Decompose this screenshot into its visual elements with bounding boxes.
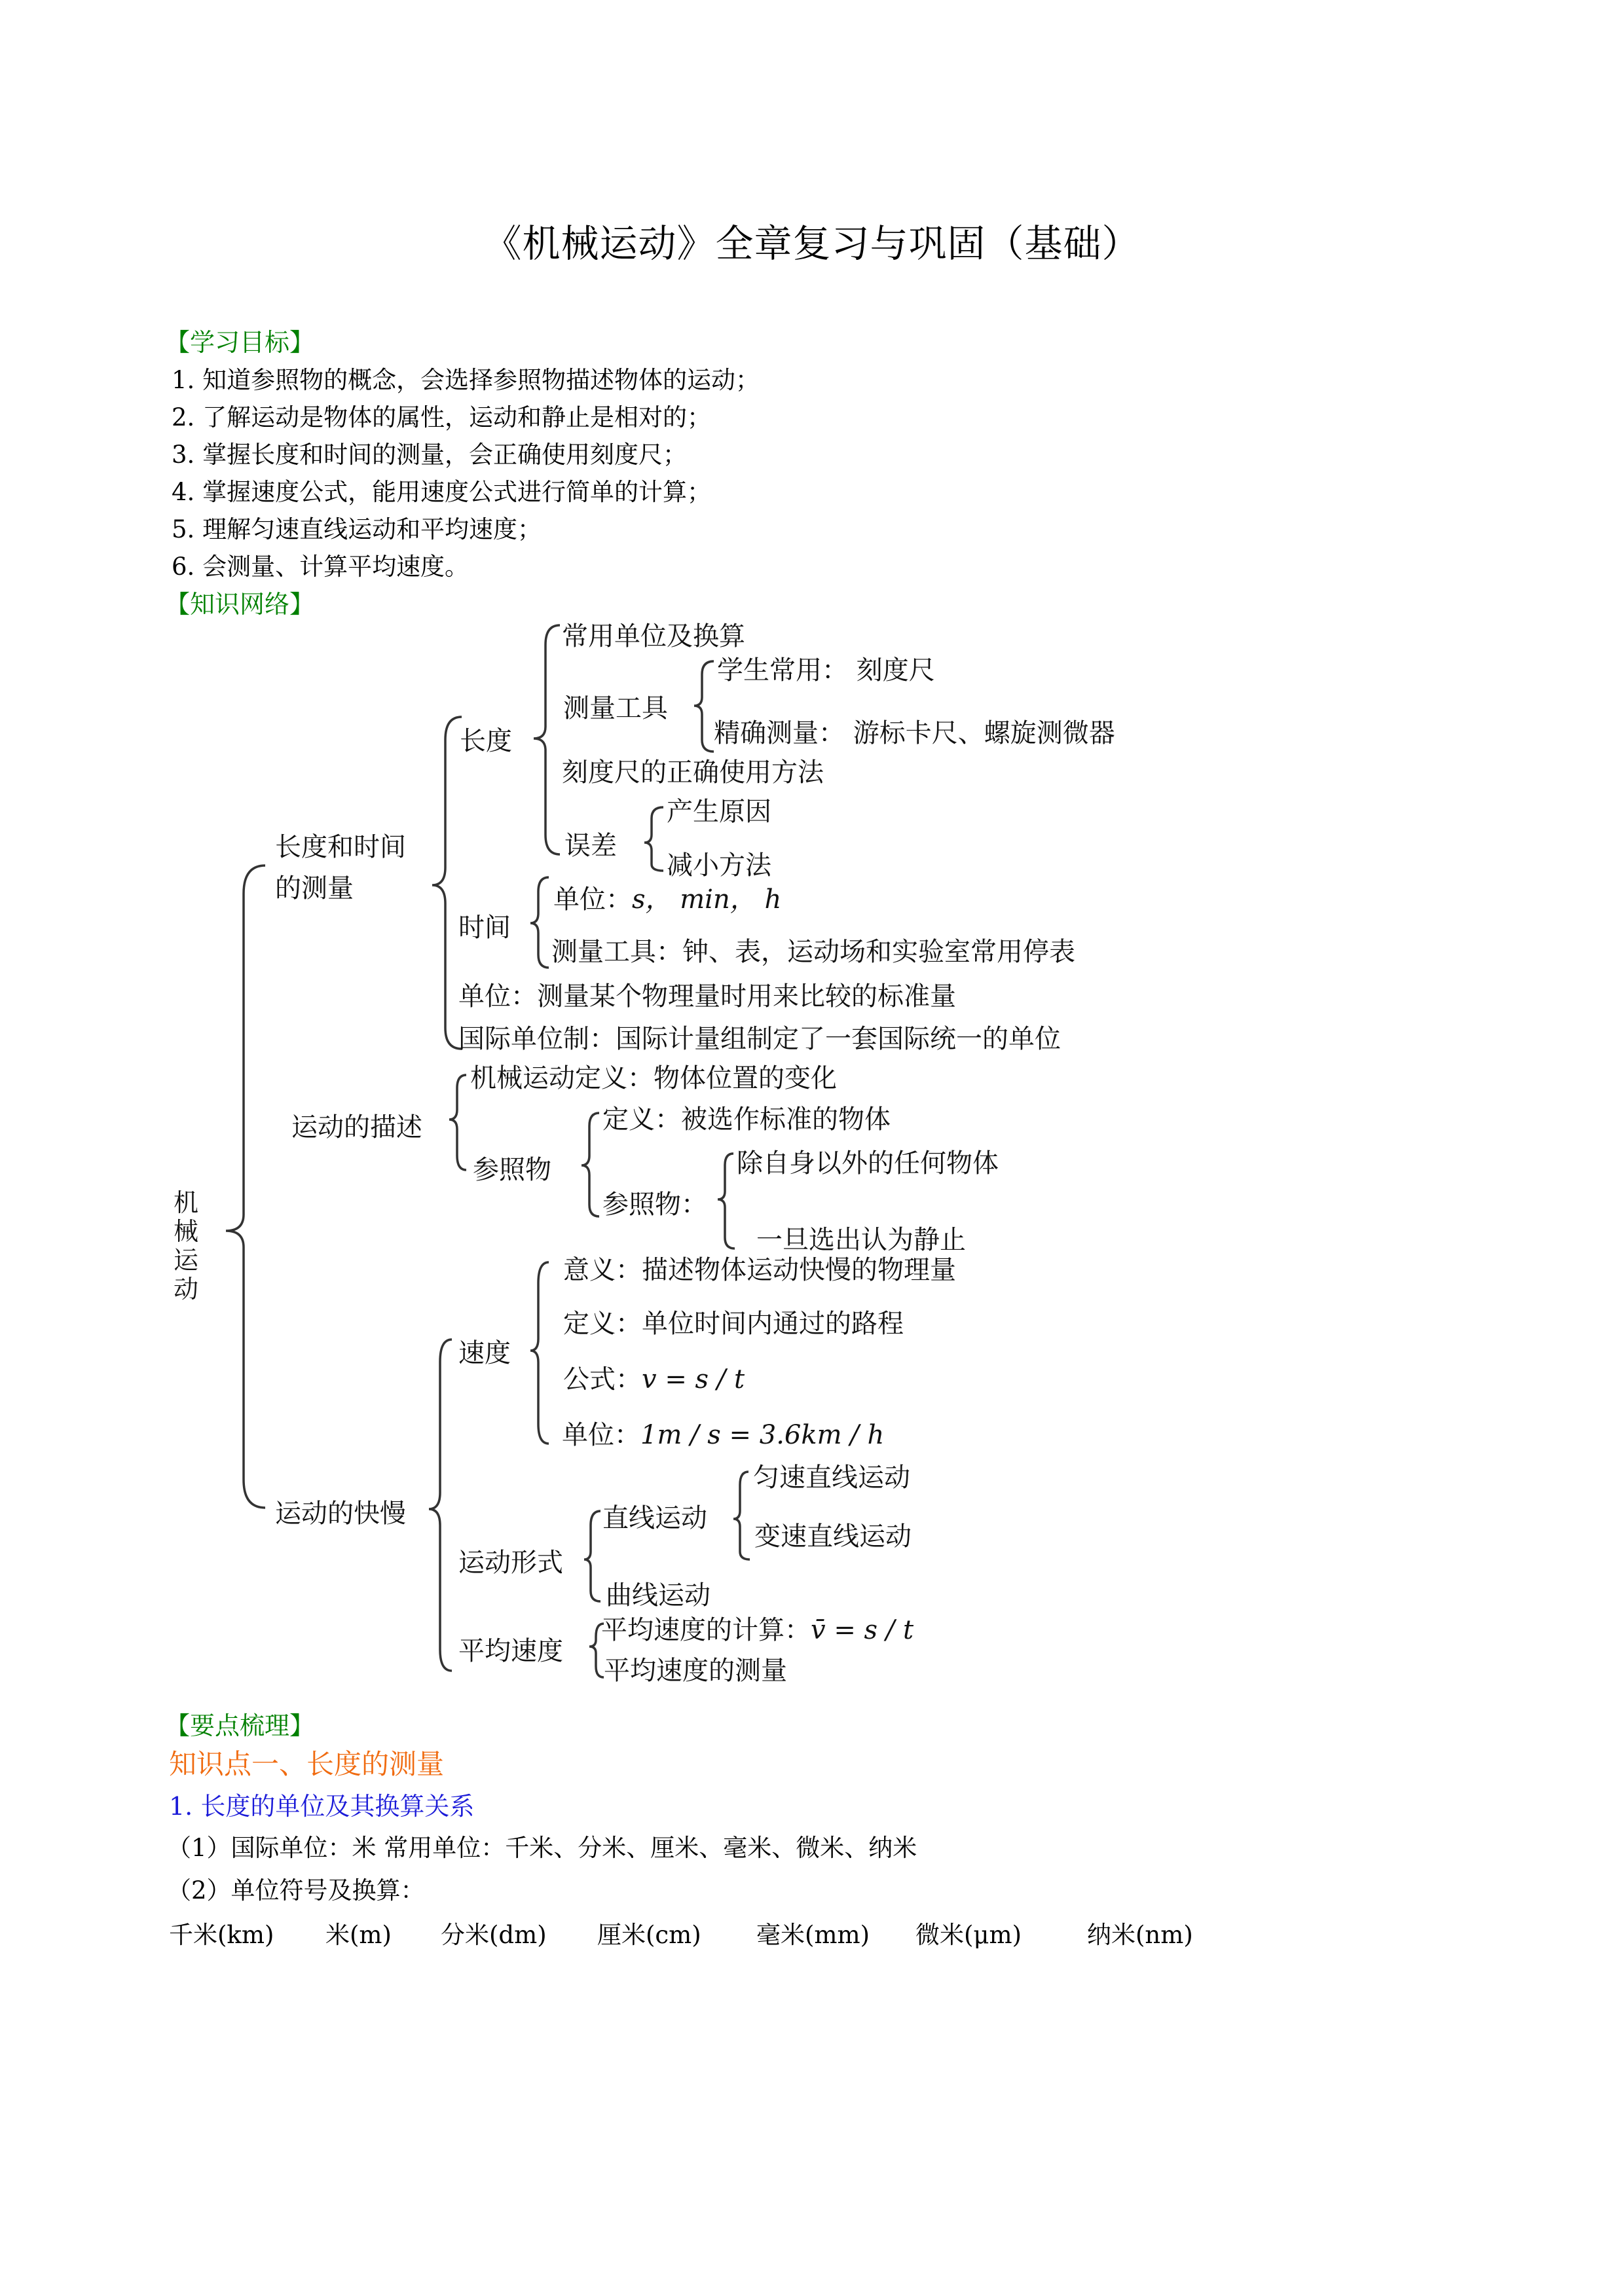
node-time: 时间 [458, 913, 511, 943]
node-curve-motion: 曲线运动 [606, 1580, 710, 1611]
brace-measure [432, 717, 462, 1049]
unit-mm: 毫米(mm) [756, 1921, 870, 1949]
objective-item: 3. 掌握长度和时间的测量，会正确使用刻度尺； [172, 441, 688, 469]
node-error-cause: 产生原因 [667, 797, 771, 827]
brace-speed [530, 1262, 549, 1444]
node-student-tool: 学生常用： 刻度尺 [717, 655, 935, 685]
subtopic-heading: 1. 长度的单位及其换算关系 [169, 1792, 475, 1821]
network-heading: 【知识网络】 [165, 590, 315, 619]
node-measure-line2: 的测量 [275, 873, 354, 903]
node-description: 运动的描述 [291, 1112, 422, 1142]
node-speed-meaning: 意义：描述物体运动快慢的物理量 [563, 1255, 956, 1285]
node-linear-motion: 直线运动 [602, 1503, 707, 1533]
node-speed-definition: 定义：单位时间内通过的路程 [563, 1309, 904, 1339]
node-time-units [553, 879, 781, 916]
brace-description [449, 1075, 466, 1170]
node-length: 长度 [460, 726, 512, 756]
keypoints-heading: 【要点梳理】 [165, 1711, 315, 1740]
root-node: 机械运动 [173, 1188, 198, 1303]
node-average-measure: 平均速度的测量 [604, 1656, 787, 1686]
keypoint-line: （2）单位符号及换算： [167, 1876, 425, 1904]
node-si-system: 国际单位制：国际计量组制定了一套国际统一的单位 [458, 1024, 1061, 1054]
unit-um: 微米(μm) [915, 1921, 1022, 1949]
node-uniform-linear: 匀速直线运动 [753, 1463, 910, 1493]
node-ruler-usage: 刻度尺的正确使用方法 [562, 757, 824, 788]
brace-root [226, 866, 265, 1508]
node-average-speed: 平均速度 [458, 1636, 563, 1666]
node-reference: 参照物 [473, 1155, 551, 1185]
node-reference-sub: 参照物： [602, 1190, 707, 1220]
node-average-calc [601, 1609, 913, 1647]
objective-item: 2. 了解运动是物体的属性，运动和静止是相对的； [172, 403, 712, 431]
topic-heading: 知识点一、长度的测量 [169, 1748, 445, 1780]
unit-nm: 纳米(nm) [1087, 1921, 1193, 1949]
node-length-units: 常用单位及换算 [562, 621, 745, 651]
brace-reference-sub [718, 1154, 735, 1248]
node-reference-definition: 定义：被选作标准的物体 [602, 1104, 891, 1135]
brace-reference [581, 1113, 599, 1216]
brace-error [644, 807, 663, 871]
unit-cm: 厘米(cm) [597, 1921, 701, 1949]
brace-speed-section [429, 1339, 452, 1671]
node-error-reduce: 减小方法 [667, 850, 771, 881]
node-speed-formula [563, 1358, 745, 1396]
objective-item: 5. 理解匀速直线运动和平均速度； [172, 515, 542, 543]
brace-length-tools [694, 661, 714, 752]
brace-time [530, 877, 549, 968]
node-length-tools: 测量工具 [563, 693, 668, 723]
average-calc-label: 平均速度的计算： [601, 1615, 811, 1645]
unit-dm: 分米(dm) [441, 1921, 547, 1949]
brace-length [534, 625, 560, 854]
average-calc-formula: v̄ = s / t [811, 1615, 914, 1645]
node-variable-linear: 变速直线运动 [754, 1522, 912, 1552]
node-motion-definition: 机械运动定义：物体位置的变化 [470, 1063, 837, 1093]
objective-item: 1. 知道参照物的概念，会选择参照物描述物体的运动； [172, 366, 760, 394]
objective-item: 4. 掌握速度公式，能用速度公式进行简单的计算； [172, 478, 712, 506]
document-title: 《机械运动》全章复习与巩固（基础） [483, 221, 1141, 266]
speed-unit: 1m / s = 3.6km / h [640, 1420, 885, 1450]
node-reference-any: 除自身以外的任何物体 [737, 1148, 999, 1178]
objective-item: 6. 会测量、计算平均速度。 [172, 553, 470, 581]
speed-formula-label: 公式： [563, 1364, 642, 1394]
node-time-tools: 测量工具：钟、表，运动场和实验室常用停表 [551, 937, 1075, 967]
node-speed-unit [562, 1414, 884, 1451]
unit-km: 千米(km) [169, 1921, 274, 1949]
brace-linear [733, 1472, 750, 1559]
unit-m: 米(m) [325, 1921, 392, 1949]
node-error: 误差 [564, 831, 617, 861]
speed-unit-label: 单位： [562, 1420, 640, 1450]
node-speed: 速度 [458, 1338, 511, 1368]
node-precise-tool: 精确测量： 游标卡尺、螺旋测微器 [714, 718, 1115, 748]
node-speed-section: 运动的快慢 [275, 1499, 406, 1529]
keypoint-line: （1）国际单位：米 常用单位：千米、分米、厘米、毫米、微米、纳米 [167, 1834, 917, 1862]
objectives-heading: 【学习目标】 [165, 328, 315, 357]
node-measure-line1: 长度和时间 [275, 832, 406, 862]
speed-formula: v = s / t [642, 1364, 745, 1394]
node-reference-static: 一旦选出认为静止 [756, 1225, 966, 1255]
node-unit-definition: 单位：测量某个物理量时用来比较的标准量 [458, 981, 956, 1011]
time-units-label: 单位： [553, 884, 632, 915]
brace-forms [584, 1511, 600, 1601]
node-motion-forms: 运动形式 [458, 1548, 563, 1578]
time-units-value: s， min， h [632, 884, 782, 915]
